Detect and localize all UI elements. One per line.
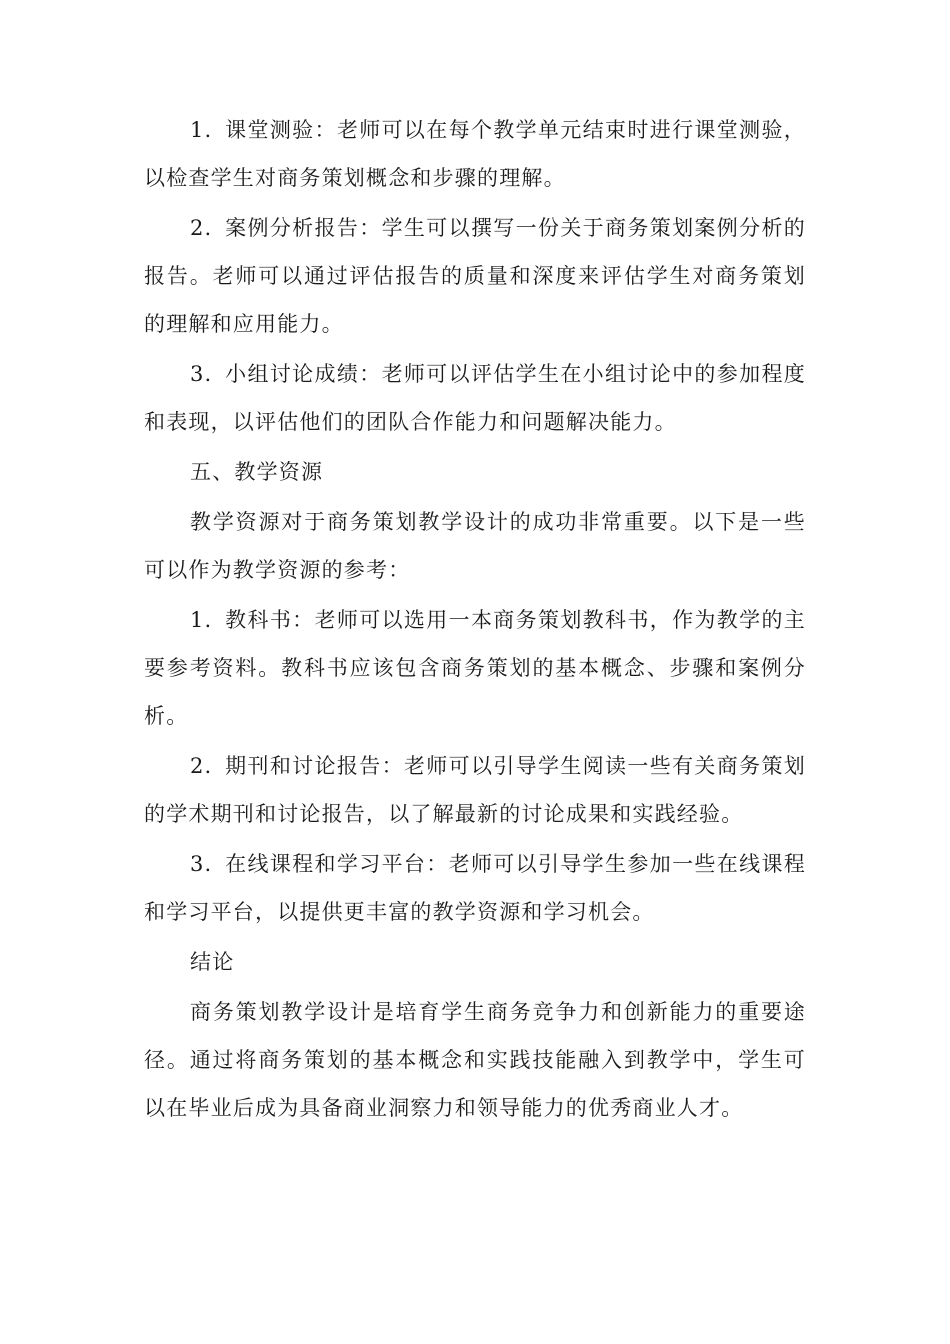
- item-number: 2.: [190, 216, 213, 240]
- item-text: 小组讨论成绩：老师可以评估学生在小组讨论中的参加程度和表现，以评估他们的团队合作能力和问题解决能力。: [144, 362, 806, 434]
- list-item-group-discussion: [144, 350, 806, 446]
- item-text: 教科书：老师可以选用一本商务策划教科书，作为教学的主要参考资料。教科书应该包含商务策划的基本概念、步骤和案例分析。: [144, 608, 806, 728]
- list-item-quiz: [144, 106, 806, 202]
- item-number: 2.: [190, 754, 213, 778]
- section-heading-conclusion: 结论: [190, 950, 235, 974]
- document-body: [144, 106, 806, 1132]
- item-text: 在线课程和学习平台：老师可以引导学生参加一些在线课程和学习平台，以提供更丰富的教学资源和学习机会。: [144, 852, 806, 924]
- item-number: 3.: [190, 362, 213, 386]
- item-number: 3.: [190, 852, 213, 876]
- item-text: 期刊和讨论报告：老师可以引导学生阅读一些有关商务策划的学术期刊和讨论报告，以了解最新的讨论成果和实践经验。: [144, 754, 806, 826]
- paragraph-conclusion: 商务策划教学设计是培育学生商务竞争力和创新能力的重要途径。通过将商务策划的基本概念和实践技能融入到教学中，学生可以在毕业后成为具备商业洞察力和领导能力的优秀商业人才。: [144, 1000, 806, 1120]
- paragraph-resources-intro: 教学资源对于商务策划教学设计的成功非常重要。以下是一些可以作为教学资源的参考：: [144, 510, 806, 582]
- item-text: 课堂测验：老师可以在每个教学单元结束时进行课堂测验，以检查学生对商务策划概念和步骤的理解。: [144, 118, 806, 190]
- list-item-online-courses: [144, 840, 806, 936]
- list-item-case-report: [144, 204, 806, 348]
- item-number: 1.: [190, 118, 213, 142]
- item-text: 案例分析报告：学生可以撰写一份关于商务策划案例分析的报告。老师可以通过评估报告的质量和深度来评估学生对商务策划的理解和应用能力。: [144, 216, 806, 336]
- section-heading-resources: 五、教学资源: [190, 460, 324, 484]
- list-item-textbook: [144, 596, 806, 740]
- item-number: 1.: [190, 608, 213, 632]
- list-item-journals: [144, 742, 806, 838]
